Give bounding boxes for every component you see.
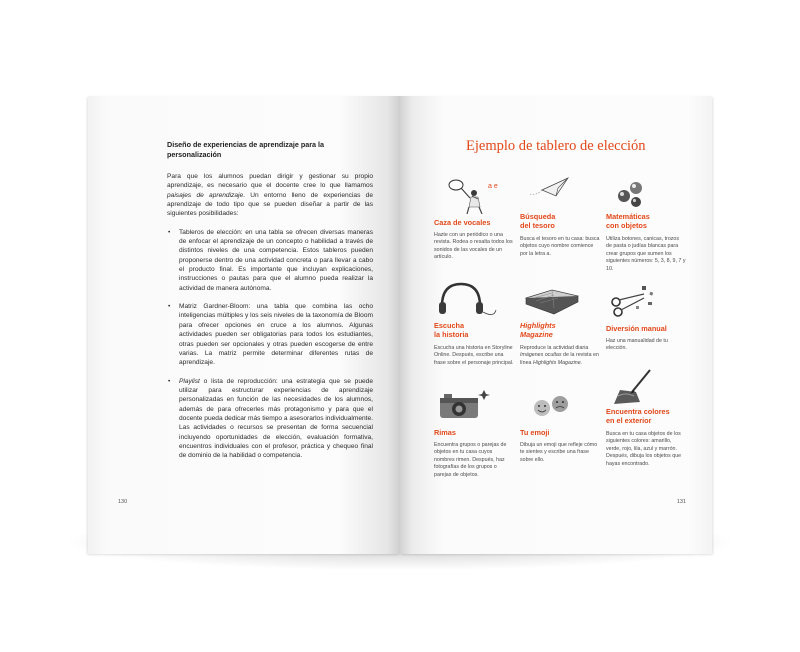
marbles-icon — [606, 174, 684, 214]
card-title-line: del tesoro — [520, 220, 555, 230]
card-title — [520, 322, 556, 339]
card-description: Busca en tu casa objetos de los siguientes colores: amarillo, verde, rojo, lila, azul y marrón. Después, dibuja los objetos que hayas encontrado. — [606, 431, 682, 467]
card-title-line: la historia — [434, 329, 469, 339]
card-description: Escucha una historia en Storyline Online. Después, escribe una frase sobre el personaje principal. — [434, 345, 514, 366]
bullet-playlist — [167, 377, 373, 461]
card-title-line: Magazine — [520, 329, 553, 339]
desc-text: Reproduce la actividad diaria — [520, 345, 589, 351]
card-title-line: con objetos — [606, 220, 647, 230]
card-title — [606, 408, 670, 425]
emoji-faces-icon — [520, 384, 598, 424]
card-encuentra-colores — [606, 366, 684, 484]
card-title-line: Diversión manual — [606, 324, 667, 333]
card-title-line: Encuentra colores — [606, 407, 670, 416]
card-title — [606, 213, 650, 230]
page-number-left: 130 — [118, 499, 128, 505]
card-description: Busca el tesoro en tu casa: busca objetos cuyo nombre comience por la letra a. — [520, 236, 600, 257]
card-diversion-manual — [606, 280, 684, 380]
card-title — [606, 325, 667, 334]
card-title — [520, 429, 549, 438]
open-book-spread — [88, 96, 712, 554]
desc-text: de la revista en línea — [520, 352, 599, 366]
scissors-icon — [606, 280, 684, 320]
section-heading: Diseño de experiencias de aprendizaje para la personalización — [167, 140, 324, 159]
intro-text-1: Para que los alumnos puedan dirigir y gestionar su propio aprendizaje, es necesario que el docente cree lo que llamamos — [167, 173, 373, 190]
desc-text: . — [580, 359, 583, 366]
desc-italic: Highlights Magazine — [532, 359, 581, 366]
left-page — [88, 96, 400, 554]
card-description: Haz una manualidad de tu elección. — [606, 338, 668, 352]
card-description: Utiliza botones, canicas, trozos de pasta o judías blancas para crear grupos que sumen los siguientes números: 5, 3, 8, 9, 7 y 10. — [606, 236, 686, 272]
card-title-line: Caza de vocales — [434, 218, 491, 227]
desc-italic: Imágenes ocultas — [520, 352, 562, 359]
card-title-line: Búsqueda — [520, 212, 556, 221]
bullet-text: Matriz Gardner-Bloom: una tabla que combina las ocho inteligencias múltiples y los seis niveles de la taxonomía de Bloom para ofrecer opciones en cruce a los alumnos. Algunas actividades pueden ser obligatorias para todos los estudiantes, otras pueden ser opcionales y otras pueden escogerse de entre varias. La matriz permite determinar diferentes rutas de aprendizaje. — [179, 303, 373, 367]
card-title-line: Rimas — [434, 428, 456, 437]
vowel-letters-icon — [486, 178, 508, 192]
card-title-line: Highlights — [520, 321, 556, 330]
card-description: Dibuja un emoji que refleje cómo te sientes y escribe una frase sobre ello. — [520, 442, 598, 463]
card-title-line: en el exterior — [606, 415, 652, 425]
intro-paragraph — [167, 172, 373, 219]
card-title-line: Tu emoji — [520, 428, 550, 437]
intro-text-2: . Un entorno lleno de experiencias de aprendizaje de todo tipo que se pueden diseñar a partir de las siguientes posibilidades: — [167, 191, 373, 218]
card-busqueda-del-tesoro — [520, 174, 598, 274]
card-title — [434, 219, 490, 228]
card-description: Encuentra grupos o parejas de objetos en tu casa cuyos nombres rimen. Después, haz fotografías de los grupos o parejas de objetos. — [434, 442, 507, 478]
card-highlights-magazine — [520, 280, 598, 380]
bullet-dot: • — [168, 377, 171, 385]
left-page-content — [167, 140, 373, 470]
bullet-text: o lista de reproducción: una estrategia que se puede utilizar para estructurar experiencias de aprendizaje personalizadas en función de las necesidades de los alumnos, además de para ofrecerles más protagonismo y para que el docente pueda dedicar más tiempo a asesorarlos individualmente. Las actividades o recursos se presentan de forma secuencial incluyendo oportunidades de elección, evaluación formativa, encuentros individuales con el profesor, práctica y chequeo final de dominio de la habilidad o competencia. — [179, 377, 373, 460]
bullet-dot: • — [168, 228, 171, 236]
bullet-dot: • — [168, 303, 171, 311]
page-number-right: 131 — [676, 499, 686, 505]
bullet-gardner-bloom — [167, 302, 373, 367]
bullet-italic-lead: Playlist — [179, 377, 200, 385]
card-description: Hazte con un periódico o una revista. Rodea o resalta todos los sonidos de las vocales de un artículo. — [434, 232, 513, 261]
card-title-line: Matemáticas — [606, 212, 650, 221]
brush-painting-icon — [606, 366, 684, 406]
camera-icon — [434, 384, 512, 424]
vowel-deco: a e — [488, 183, 498, 190]
card-escucha-la-historia — [434, 280, 512, 380]
bullet-text: Tableros de elección: en una tabla se ofrecen diversas maneras de enfocar el aprendizaje de un concepto o habilidad a través de distintos niveles de una competencia. Estos tableros pueden proponerse dentro de una actividad concreta o para llevar a cabo el producto final. Es importante que incluyan explicaciones, instrucciones o pautas para que el alumno pueda realizar la actividad de manera autónoma. — [179, 228, 373, 292]
card-tu-emoji — [520, 384, 598, 484]
card-title — [434, 322, 468, 339]
card-rimas — [434, 384, 512, 484]
bullet-choice-boards — [167, 228, 373, 293]
card-title-line: Escucha — [434, 321, 465, 330]
card-title — [434, 429, 456, 438]
intro-italic-term: paisajes de aprendizaje — [167, 191, 244, 199]
paper-plane-icon — [520, 174, 598, 214]
card-description — [520, 345, 600, 367]
card-caza-de-vocales — [434, 174, 512, 274]
card-matematicas-con-objetos — [606, 174, 684, 274]
right-page — [400, 96, 712, 554]
card-title — [520, 213, 555, 230]
headphones-icon — [434, 280, 512, 320]
choice-board-title: Ejemplo de tablero de elección — [466, 138, 646, 154]
open-book-icon — [520, 280, 598, 320]
